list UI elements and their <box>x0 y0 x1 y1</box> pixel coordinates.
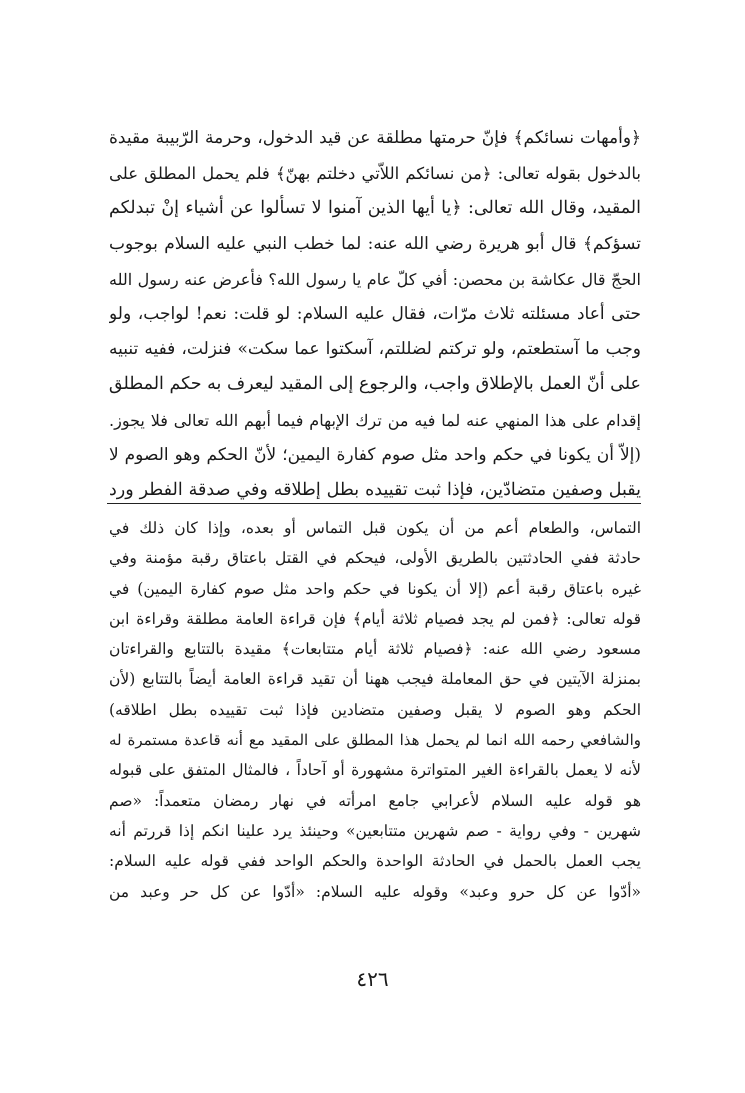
footnote-line: لأنه لا يعمل بالقراءة الغير المتواترة مشهورة أو آحاداً ، فالمثال المتفق على قبوله <box>109 761 641 780</box>
main-text-line: إقدام على هذا المنهي عنه لما فيه من ترك الإبهام فيما أبهم الله تعالى فلا يجوز. <box>109 410 641 430</box>
footnote-text-block <box>109 513 641 907</box>
footnote-line: بمنزلة الآيتين في حق المعاملة فيجب ههنا أن تقيد قراءة العامة أيضاً بالتتابع (لأن <box>109 670 641 689</box>
footnote-separator-rule <box>107 503 641 504</box>
footnote-line: قوله تعالى: ﴿فمن لم يجد فصيام ثلاثة أيام﴾ فإن قراءة العامة مطلقة وقراءة ابن <box>109 609 641 628</box>
footnote-line: حادثة ففي الحادثتين بالطريق الأولى، فيحكم في القتل باعتاق رقبة مؤمنة وفي <box>109 549 641 568</box>
footnote-line: مسعود رضي الله عنه: ﴿فصيام ثلاثة أيام متتابعات﴾ مقيدة بالتتابع والقراءتان <box>109 640 641 659</box>
main-text-line: (إلاّ أن يكونا في حكم واحد مثل صوم كفارة اليمين؛ لأنّ الحكم وهو الصوم لا <box>109 444 641 465</box>
footnote-line: التماس، والطعام أعم من أن يكون قبل التماس أو بعده، وإذا كان ذلك في <box>109 519 641 537</box>
main-text-line: الحجّ قال عكاشة بن محصن: أفي كلّ عام يا رسول الله؟ فأعرض عنه رسول الله <box>109 269 641 289</box>
main-text-line: حتى أعاد مسئلته ثلاث مرّات، فقال عليه السلام: لو قلت: نعم! لواجب، ولو <box>109 303 641 324</box>
footnote-line: غيره باعتاق رقبة أعم (إلا أن يكونا في حكم واحد مثل صوم كفارة اليمين) في <box>109 579 641 598</box>
main-text-line: وجب ما آستطعتم، ولو تركتم لضللتم، آسكتوا عما سكت» فنزلت، ففيه تنبيه <box>109 339 641 360</box>
footnote-line: «أدّوا عن كل حرو وعبد» وقوله عليه السلام: «أدّوا عن كل حر وعبد من <box>109 882 641 901</box>
footnote-line: والشافعي رحمه الله انما لم يحمل هذا المطلق على المقيد مع أنه قاعدة مستمرة له <box>109 731 641 750</box>
footnote-line: الحكم وهو الصوم لا يقبل وصفين متضادين فإذا ثبت تقييده بطل اطلاقه) <box>109 700 641 719</box>
main-text-line: بالدخول بقوله تعالى: ﴿من نسائكم اللاّتي دخلتم بهنّ﴾ فلم يحمل المطلق على <box>109 164 641 184</box>
main-text-line: ﴿وأمهات نسائكم﴾ فإنّ حرمتها مطلقة عن قيد الدخول، وحرمة الرّبيبة مقيدة <box>109 128 641 148</box>
main-text-block <box>109 121 641 508</box>
main-text-line: المقيد، وقال الله تعالى: ﴿يا أيها الذين آمنوا لا تسألوا عن أشياء إنْ تبدلكم <box>109 198 641 219</box>
main-text-line: يقبل وصفين متضادّين، فإذا ثبت تقييده بطل إطلاقه وفي صدقة الفطر ورد <box>109 479 641 500</box>
footnote-line: هو قوله عليه السلام لأعرابي جامع امرأته في نهار رمضان متعمداً: «صم <box>109 791 641 810</box>
main-text-line: على أنّ العمل بالإطلاق واجب، والرجوع إلى المقيد ليعرف به حكم المطلق <box>109 374 641 395</box>
main-text-line: تسؤكم﴾ قال أبو هريرة رضي الله عنه: لما خطب النبي عليه السلام بوجوب <box>109 233 641 254</box>
footnote-line: شهرين - وفي رواية - صم شهرين متتابعين» وحينئذ يرد علينا انكم إذا قررتم أنه <box>109 821 641 840</box>
page-number: ٤٢٦ <box>356 967 389 991</box>
footnote-line: يجب العمل بالحمل في الحادثة الواحدة والحكم الواحد ففي قوله عليه السلام: <box>109 852 641 871</box>
